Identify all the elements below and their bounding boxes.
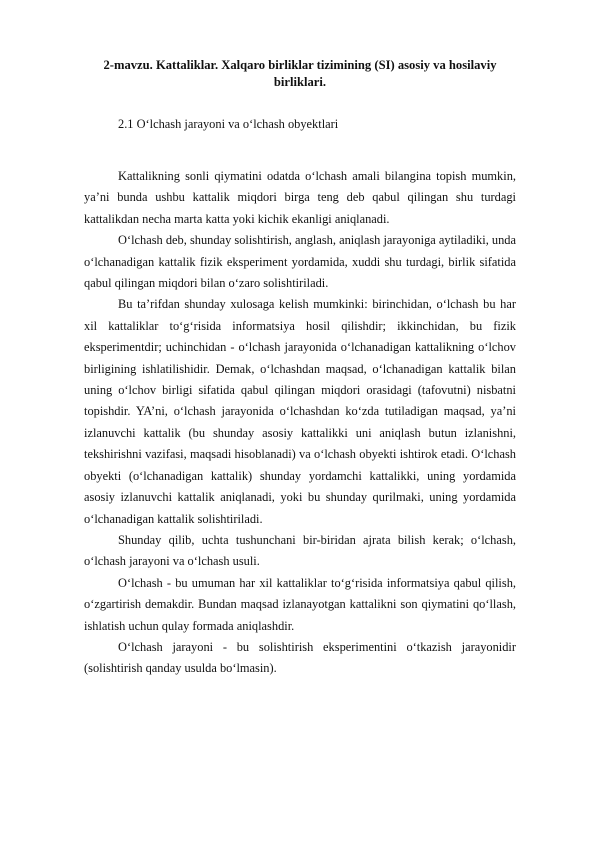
section-heading: 2.1 O‘lchash jarayoni va o‘lchash obyektlari <box>118 117 339 131</box>
paragraph: O‘lchash deb, shunday solishtirish, anglash, aniqlash jarayoniga aytiladiki, unda o‘lchanadigan kattalik fizik eksperiment yordamida, xuddi shu turdagi, birlik sifatida qabul qilingan miqdori bilan o‘zaro solishtiriladi. <box>84 233 516 291</box>
paragraph: O‘lchash jarayoni - bu solishtirish eksperimentini o‘tkazish jarayonidir (solishtirish qanday usulda bo‘lmasin). <box>84 639 516 676</box>
body-text <box>84 166 516 680</box>
page-title: 2-mavzu. Kattaliklar. Xalqaro birliklar tizimining (SI) asosiy va hosilaviy birliklari. <box>103 58 497 89</box>
paragraph: Bu ta’rifdan shunday xulosaga kelish mumkinki: birinchidan, o‘lchash bu har xil kattaliklar to‘g‘risida informatsiya hosil qilishdir; ikkinchidan, bu fizik eksperimentdir; uchinchidan - o‘lchash jarayonida o‘lchanadigan kattalikning o‘lchov birligining ishlatilishidir. Demak, o‘lchashdan maqsad, o‘lchanadigan kattalik bilan uning o‘lchov birligi sifatida qabul qilingan miqdori orasidagi (tafovutni) nisbatni topishdir. YA’ni, o‘lchash jarayonida o‘lchashdan ko‘zda tutiladigan maqsad, ya’ni izlanuvchi kattalik (bu shunday asosiy kattalikki uni aniqlash butun izlanishni, tekshirishni vazifasi, maqsadi hisoblanadi) va o‘lchash obyekti ishtirok etadi. O‘lchash obyekti (o‘lchanadigan kattalik) shunday yordamchi kattalikki, uning yordamida asosiy izlanuvchi kattalik aniqlanadi, yoki bu shunday qurilmaki, uning yordamida o‘lchanadigan kattalik solishtiriladi. <box>84 297 516 526</box>
paragraph: O‘lchash - bu umuman har xil kattaliklar to‘g‘risida informatsiya qabul qilish, o‘zgartirish demakdir. Bundan maqsad izlanayotgan kattalikni son qiymatini qo‘llash, ishlatish uchun qulay formada aniqlashdir. <box>84 575 516 633</box>
paragraph: Shunday qilib, uchta tushunchani bir-biridan ajrata bilish kerak; o‘lchash, o‘lchash jarayoni va o‘lchash usuli. <box>84 532 516 569</box>
paragraph: Kattalikning sonli qiymatini odatda o‘lchash amali bilangina topish mumkin, ya’ni bunda ushbu kattalik miqdori birga teng deb qabul qilingan shu turdagi kattalikdan necha marta katta yoki kichik ekanligi aniqlanadi. <box>84 169 516 226</box>
